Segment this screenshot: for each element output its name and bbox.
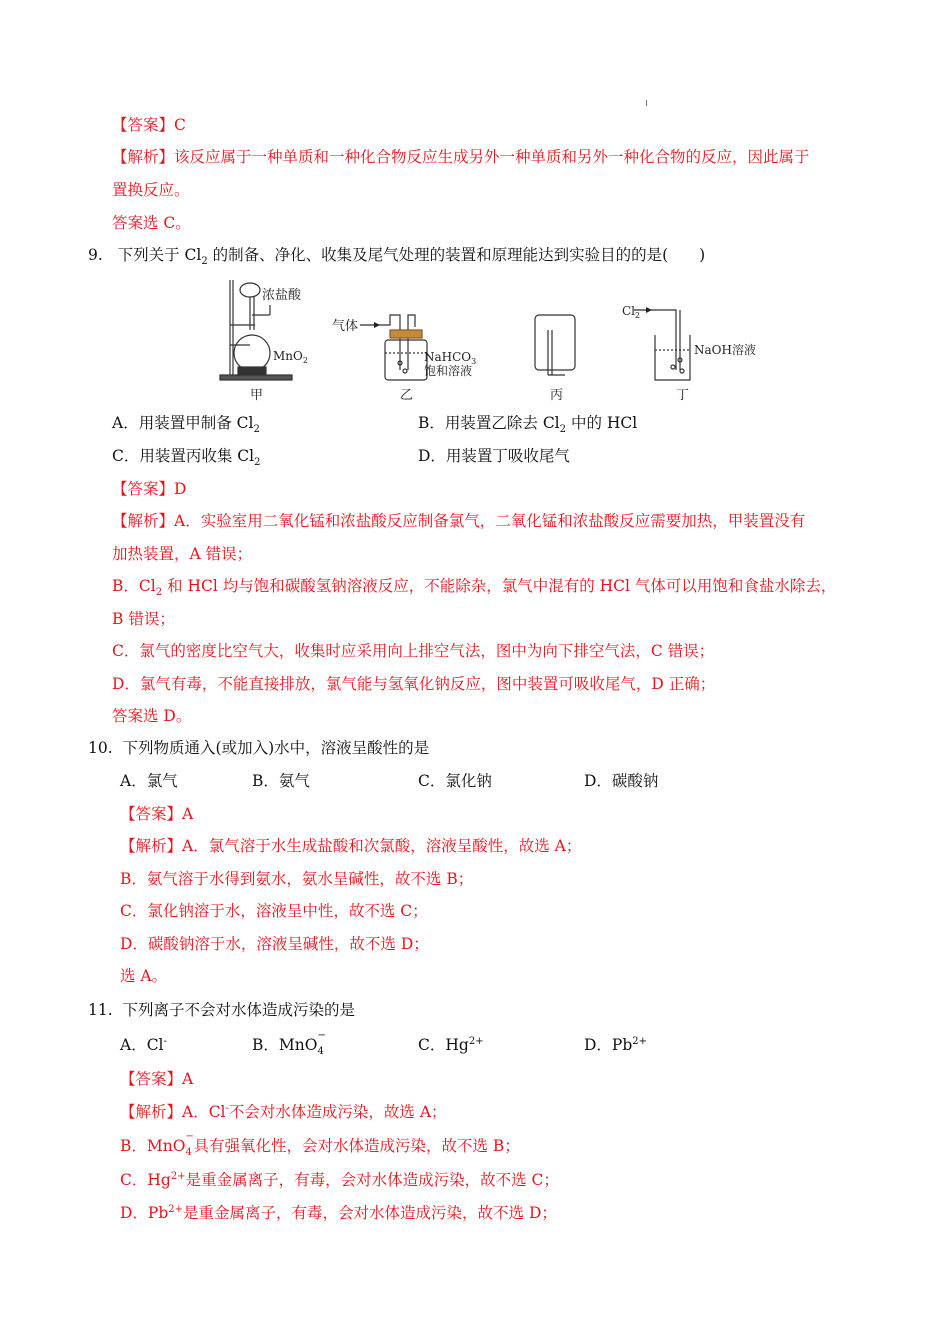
q11-option-d: D．$Pb^{2+}$ [584, 1035, 648, 1054]
q9-stem: 9. 下列关于 $Cl_2$ 的制备、净化、收集及尾气处理的装置和原理能达到实验目的的是( ) [88, 246, 706, 268]
q9-analysis-line-1: 【解析】A．实验室用二氧化锰和浓盐酸反应制备氯气，二氧化锰和浓盐酸反应需要加热，甲装置没有 [112, 512, 806, 530]
label-gas: 气体 [332, 319, 359, 334]
q9-analysis-line-5: C．氯气的密度比空气大，收集时应采用向上排空气法，图中为向下排空气法，C 错误； [112, 642, 715, 660]
label-saturated: 饱和溶液 [424, 364, 473, 378]
q11-analysis-line-2: B．MnO − 4 具有强氧化性，会对水体造成污染，故不选 B； [120, 1131, 520, 1158]
q11-option-a: A．Cl- [120, 1035, 167, 1054]
q10-analysis-line-1: 【解析】A．氯气溶于水生成盐酸和次氯酸，溶液呈酸性，故选 A； [120, 837, 582, 855]
label-conc-hcl: 浓盐酸 [262, 288, 302, 303]
q9-option-d: D．用装置丁吸收尾气 [418, 447, 570, 465]
label-mno2: MnO$_2$ [273, 349, 308, 365]
q10-final: 选 A。 [120, 967, 168, 985]
q10-option-a: A．氯气 [120, 772, 178, 790]
apparatus-bing [535, 315, 575, 375]
q9-answer: 【答案】D [112, 480, 187, 498]
apparatus-figure [210, 275, 770, 405]
q9-option-a: A．用装置甲制备 $Cl_2$ [112, 414, 260, 436]
q11-option-b: B．MnO − 4 [252, 1030, 326, 1057]
q9-option-c: C．用装置丙收集 $Cl_2$ [112, 447, 261, 469]
q10-option-b: B．氨气 [252, 772, 310, 790]
q9-analysis-line-3: B．$Cl_2$ 和 HCl 均与饱和碳酸氢钠溶液反应，不能除杂，氯气中混有的 HCl 气体可以用饱和食盐水除去， [112, 577, 837, 599]
q11-answer: 【答案】A [120, 1070, 194, 1088]
q11-analysis-line-1: 【解析】A．Cl-不会对水体造成污染，故选 A； [120, 1102, 447, 1121]
q9-option-b: B．用装置乙除去 $Cl_2$ 中的 HCl [418, 414, 638, 436]
q10-stem: 10. 下列物质通入(或加入)水中，溶液呈酸性的是 [88, 739, 430, 757]
q10-number: 10. [88, 739, 113, 757]
prev-analysis-line-1: 【解析】该反应属于一种单质和一种化合物反应生成另外一种单质和另外一种化合物的反应，因此属于 [112, 148, 810, 166]
q10-answer: 【答案】A [120, 805, 194, 823]
label-nahco3: NaHCO$_3$ [424, 350, 477, 366]
q11-number: 11. [88, 1001, 113, 1019]
prev-final: 答案选 C。 [112, 214, 191, 232]
apparatus-yi [375, 315, 427, 380]
caption-bing: 丙 [550, 388, 564, 403]
q10-option-c: C．氯化钠 [418, 772, 492, 790]
prev-answer: 【答案】C [112, 116, 186, 134]
q10-option-d: D．碳酸钠 [584, 772, 659, 790]
caption-jia: 甲 [250, 388, 264, 403]
q11-analysis-line-4: D．$Pb^{2+}$是重金属离子，有毒，会对水体造成污染，故不选 D； [120, 1203, 557, 1222]
q9-analysis-line-4: B 错误； [112, 610, 175, 628]
q9-number: 9. [88, 246, 103, 264]
q11-stem: 11. 下列离子不会对水体造成污染的是 [88, 1001, 356, 1019]
q11-option-c: C．$Hg^{2+}$ [418, 1035, 484, 1054]
label-cl2: $Cl_2$ [622, 304, 641, 320]
q10-analysis-line-4: D．碳酸钠溶于水，溶液呈碱性，故不选 D； [120, 935, 429, 953]
prev-analysis-line-2: 置换反应。 [112, 181, 190, 199]
caption-ding: 丁 [676, 388, 690, 403]
apparatus-ding [650, 310, 690, 380]
q11-analysis-line-3: C．$Hg^{2+}$是重金属离子，有毒，会对水体造成污染，故不选 C； [120, 1170, 559, 1189]
page-mark [646, 100, 647, 106]
q9-final: 答案选 D。 [112, 707, 192, 725]
q9-analysis-line-2: 加热装置，A 错误； [112, 545, 253, 563]
q10-analysis-line-2: B．氨气溶于水得到氨水，氨水呈碱性，故不选 B； [120, 870, 474, 888]
q10-analysis-line-3: C．氯化钠溶于水，溶液呈中性，故不选 C； [120, 902, 428, 920]
caption-yi: 乙 [400, 388, 414, 403]
q9-analysis-line-6: D．氯气有毒，不能直接排放，氯气能与氢氧化钠反应，图中装置可吸收尾气，D 正确； [112, 675, 716, 693]
label-naoh: NaOH溶液 [694, 343, 756, 357]
